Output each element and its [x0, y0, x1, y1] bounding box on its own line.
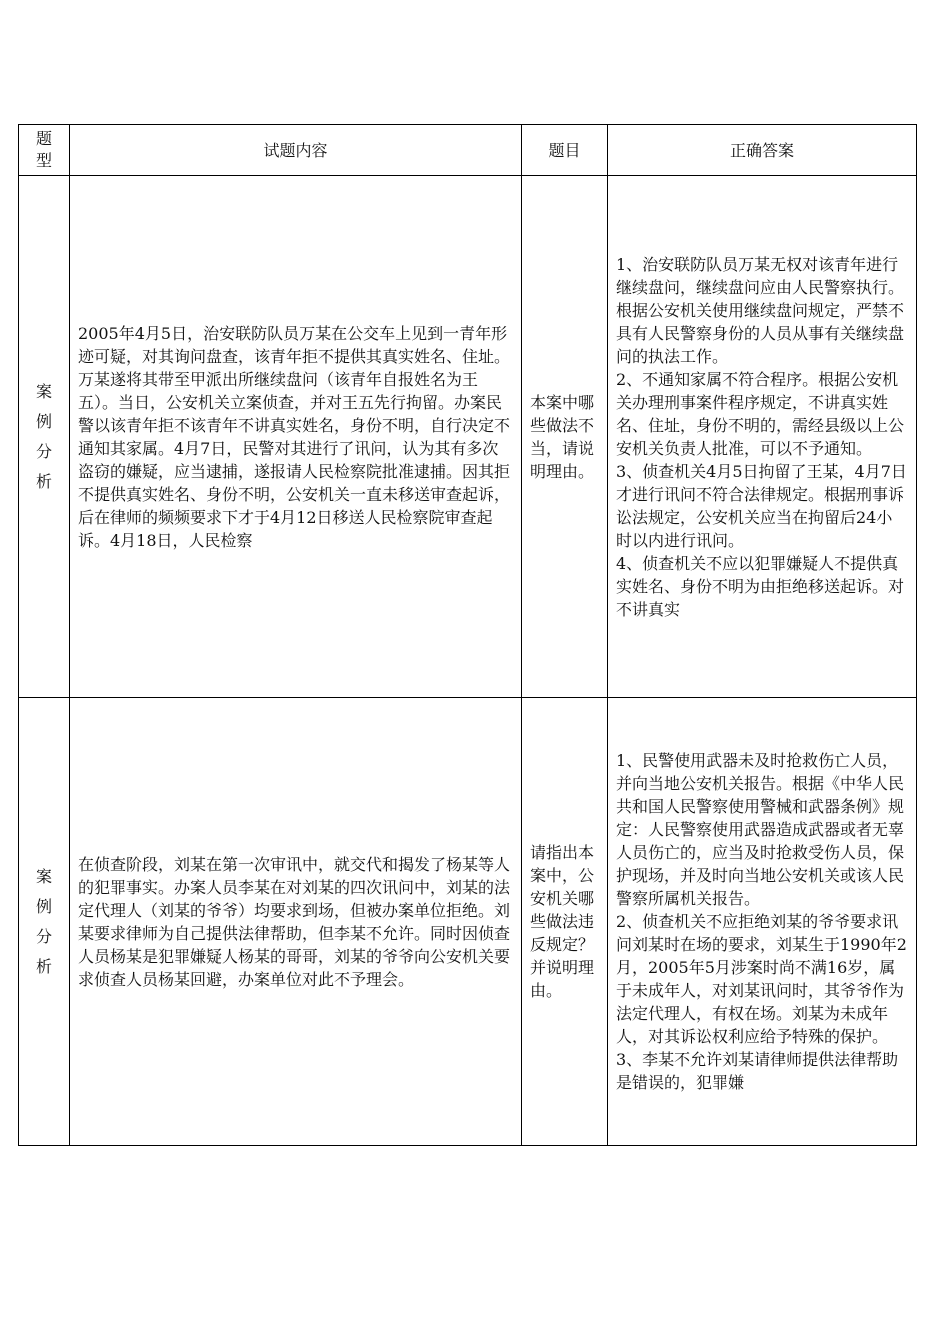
question-cell: 请指出本案中，公安机关哪些做法违反规定？并说明理由。	[522, 698, 608, 1146]
answer-cell	[608, 698, 917, 1146]
answer-item: 3、李某不允许刘某请律师提供法律帮助是错误的，犯罪嫌	[616, 1050, 899, 1092]
answer-item: 1、民警使用武器未及时抢救伤亡人员，并向当地公安机关报告。根据《中华人民共和国人民警察使用警械和武器条例》规定：人民警察使用武器造成武器或者无辜人员伤亡的，应当及时抢救受伤人员，保护现场，并及时向当地公安机关或该人民警察所属机关报告。	[616, 751, 905, 908]
header-question: 题目	[522, 125, 608, 176]
content-cell: 2005年4月5日，治安联防队员万某在公交车上见到一青年形迹可疑，对其询问盘查，该青年拒不提供其真实姓名、住址。万某遂将其带至甲派出所继续盘问（该青年自报姓名为王五）。当日，公安机关立案侦查，并对王五先行拘留。办案民警以该青年拒不该青年不讲真实姓名，身份不明，自行决定不通知其家属。4月7日，民警对其进行了讯问，认为其有多次盗窃的嫌疑，应当逮捕，遂报请人民检察院批准逮捕。因其拒不提供真实姓名、身份不明，公安机关一直未移送审查起诉，后在律师的频频要求下才于4月12日移送人民检察院审查起诉。4月18日，人民检察	[70, 176, 522, 698]
answer-item: 3、侦查机关4月5日拘留了王某，4月7日才进行讯问不符合法律规定。根据刑事诉讼法规定，公安机关应当在拘留后24小时以内进行讯问。	[616, 461, 907, 550]
header-answer: 正确答案	[608, 125, 917, 176]
header-row	[19, 125, 917, 176]
answer-item: 2、不通知家属不符合程序。根据公安机关办理刑事案件程序规定，不讲真实姓名、住址，身份不明的，需经县级以上公安机关负责人批准，可以不予通知。	[616, 369, 905, 458]
type-cell: 案例分析	[19, 698, 70, 1146]
answer-cell	[608, 176, 917, 698]
header-type: 题型	[19, 125, 70, 176]
answer-item: 2、侦查机关不应拒绝刘某的爷爷要求讯问刘某时在场的要求，刘某生于1990年2月，2005年5月涉案时尚不满16岁，属于未成年人，对刘某讯问时，其爷爷作为法定代理人，有权在场。刘某为未成年人，对其诉讼权利应给予特殊的保护。	[616, 912, 907, 1046]
header-content: 试题内容	[70, 125, 522, 176]
content-cell: 在侦查阶段，刘某在第一次审讯中，就交代和揭发了杨某等人的犯罪事实。办案人员李某在对刘某的四次讯问中，刘某的法定代理人（刘某的爷爷）均要求到场，但被办案单位拒绝。刘某要求律师为自己提供法律帮助，但李某不允许。同时因侦查人员杨某是犯罪嫌疑人杨某的哥哥，刘某的爷爷向公安机关要求侦查人员杨某回避，办案单位对此不予理会。	[70, 698, 522, 1146]
answer-item: 4、侦查机关不应以犯罪嫌疑人不提供真实姓名、身份不明为由拒绝移送起诉。对不讲真实	[616, 553, 905, 619]
question-cell: 本案中哪些做法不当，请说明理由。	[522, 176, 608, 698]
answer-item: 1、治安联防队员万某无权对该青年进行继续盘问，继续盘问应由人民警察执行。根据公安机关使用继续盘问规定，严禁不具有人民警察身份的人员从事有关继续盘问的执法工作。	[616, 254, 905, 366]
table-row	[19, 698, 917, 1146]
exam-table	[18, 124, 917, 1146]
type-cell: 案例分析	[19, 176, 70, 698]
table-row	[19, 176, 917, 698]
